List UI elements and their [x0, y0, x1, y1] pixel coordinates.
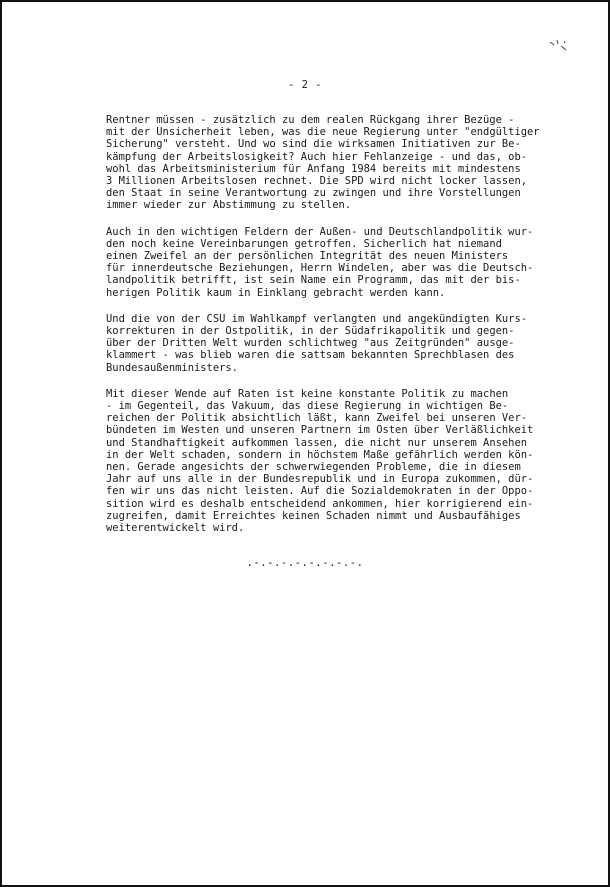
text-line: Rentner müssen - zusätzlich zu dem realen Rückgang ihrer Bezüge -	[106, 114, 515, 126]
text-line: landpolitik betrifft, ist sein Name ein Programm, das mit der bis-	[106, 274, 521, 287]
text-line: über der Dritten Welt wurden schlichtweg "aus Zeitgründen" ausge-	[106, 337, 515, 350]
text-line: bündeten im Westen und unseren Partnern im Osten über Verläßlichkeit	[106, 424, 534, 437]
text-line: korrekturen in der Ostpolitik, in der Südafrikapolitik und gegen-	[106, 325, 515, 338]
text-line: Und die von der CSU im Wahlkampf verlangten und angekündigten Kurs-	[106, 312, 528, 325]
paragraph-pensioners	[106, 114, 576, 212]
text-line: kämpfung der Arbeitslosigkeit? Auch hier Fehlanzeige - und das, ob-	[106, 150, 528, 163]
text-line: herigen Politik kaum in Einklang gebracht werden kann.	[106, 286, 446, 299]
scan-speck-mark	[548, 38, 570, 52]
text-line: Sicherung" versteht. Und wo sind die wirksamen Initiativen zur Be-	[106, 138, 521, 151]
text-line: zugreifen, damit Erreichtes keinen Schaden nimmt und Ausbaufähiges	[106, 509, 521, 522]
text-line: sition wird es deshalb entscheidend ankommen, hier korrigierend ein-	[106, 497, 534, 510]
text-line: - im Gegenteil, das Vakuum, das diese Regierung in wichtigen Be-	[106, 400, 509, 413]
text-line: den Staat in seine Verantwortung zu zwingen und ihre Vorstellungen	[106, 187, 521, 200]
text-line: und Standhaftigkeit aufkommen lassen, die nicht nur unserem Ansehen	[106, 436, 528, 449]
document-body	[106, 114, 576, 548]
paragraph-conclusion	[106, 388, 576, 534]
text-line: Mit dieser Wende auf Raten ist keine konstante Politik zu machen	[106, 387, 509, 400]
text-line: Auch in den wichtigen Feldern der Außen- und Deutschlandpolitik wur-	[106, 225, 534, 238]
text-line: für innerdeutsche Beziehungen, Herrn Windelen, aber was die Deutsch-	[106, 262, 534, 275]
page-number: - 2 -	[288, 79, 322, 91]
text-line: klammert - was blieb waren die sattsam bekannten Sprechblasen des	[106, 349, 515, 362]
text-line: immer wieder zur Abstimmung zu stellen.	[106, 199, 352, 212]
text-line: einen Zweifel an der persönlichen Integrität des neuen Ministers	[106, 250, 509, 263]
text-line: wohl das Arbeitsministerium für Anfang 1984 bereits mit mindestens	[106, 162, 521, 175]
text-line: Bundesaußenministers.	[106, 361, 238, 374]
paragraph-foreign-policy	[106, 226, 576, 299]
text-line: fen wir uns das nicht leisten. Auf die Sozialdemokraten in der Oppo-	[106, 485, 534, 498]
text-line: Jahr auf uns alle in der Bundesrepublik und in Europa zukommen, dür-	[106, 473, 534, 486]
text-line: 3 Millionen Arbeitslosen rechnet. Die SPD wird nicht locker lassen,	[106, 175, 528, 188]
text-line: weiterentwickelt wird.	[106, 522, 245, 535]
text-line: in der Welt schaden, sondern in höchstem Maße gefährlich werden kön-	[106, 448, 534, 461]
text-line: mit der Unsicherheit leben, was die neue Regierung unter "endgültiger	[106, 126, 540, 139]
paragraph-csu-corrections	[106, 313, 576, 374]
text-line: nen. Gerade angesichts der schwerwiegenden Probleme, die in diesem	[106, 461, 521, 474]
text-line: den noch keine Vereinbarungen getroffen. Sicherlich hat niemand	[106, 237, 502, 250]
text-line: reichen der Politik absichtlich läßt, kann Zweifel bei unseren Ver-	[106, 412, 528, 425]
end-of-text-marker: .-.-.-.-.-.-.-.-.	[246, 557, 364, 569]
